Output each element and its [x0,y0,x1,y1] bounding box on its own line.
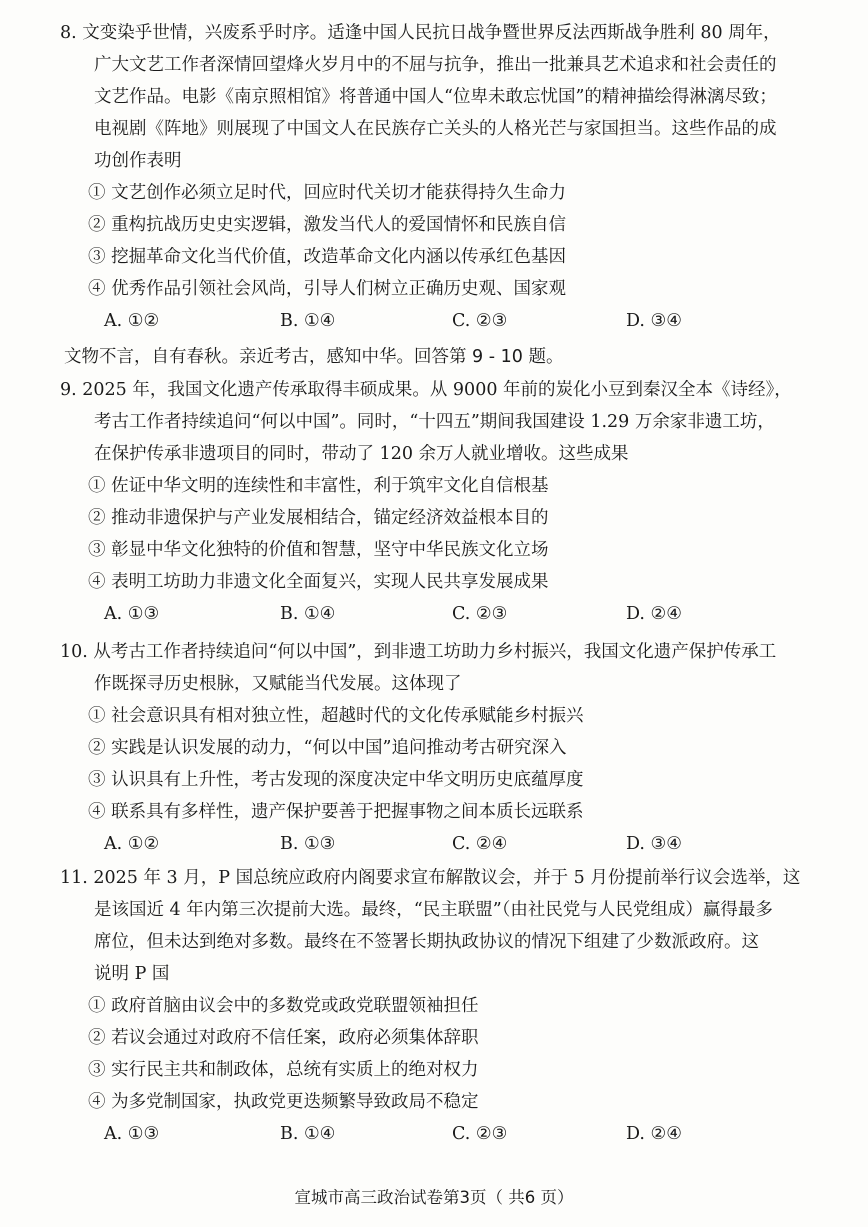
stem-line: 8. 文变染乎世情，兴废系乎时序。适逢中国人民抗日战争暨世界反法西斯战争胜利 80 周年， [60,23,781,43]
choice-b: B. ①③ [280,834,336,854]
statement-option: ③ 实行民主共和制政体，总统有实质上的绝对权力 [88,1060,479,1080]
stem-line: 文艺作品。电影《南京照相馆》将普通中国人“位卑未敢忘忧国”的精神描绘得淋漓尽致； [94,87,777,107]
choice-a: A. ①② [104,834,160,854]
stem-line: 广大文艺工作者深情回望烽火岁月中的不屈与抗争，推出一批兼具艺术追求和社会责任的 [94,55,777,75]
statement-option: ① 社会意识具有相对独立性，超越时代的文化传承赋能乡村振兴 [88,706,584,726]
choice-c: C. ②③ [452,604,508,624]
statement-option: ④ 优秀作品引领社会风尚，引导人们树立正确历史观、国家观 [88,279,567,299]
statement-option: ① 政府首脑由议会中的多数党或政党联盟领袖担任 [88,996,479,1016]
choice-b: B. ①④ [280,311,336,331]
statement-option: ③ 认识具有上升性，考古发现的深度决定中华文明历史底蕴厚度 [88,770,584,790]
question-11 [60,862,850,1150]
statement-option: ④ 表明工坊助力非遗文化全面复兴，实现人民共享发展成果 [88,572,549,592]
choice-b: B. ①④ [280,604,336,624]
choice-c: C. ②③ [452,1124,508,1144]
answer-choices [60,828,850,860]
choice-d: D. ②④ [626,1124,682,1144]
question-10-stem [60,636,850,700]
stem-line: 作既探寻历史根脉，又赋能当代发展。这体现了 [94,674,462,694]
stem-line: 席位，但未达到绝对多数。最终在不签署长期执政协议的情况下组建了少数派政府。这 [94,932,759,952]
page-footer: 宣城市高三政治试卷第3页（ 共6 页） [294,1188,574,1207]
statement-option: ④ 联系具有多样性，遗产保护要善于把握事物之间本质长远联系 [88,802,584,822]
statement-option: ② 实践是认识发展的动力，“何以中国”追问推动考古研究深入 [88,738,567,758]
stem-line: 说明 P 国 [94,964,170,984]
stem-line: 在保护传承非遗项目的同时，带动了 120 余万人就业增收。这些成果 [94,444,629,464]
material-intro: 文物不言，自有春秋。亲近考古，感知中华。回答第 9 - 10 题。 [64,347,564,367]
statement-option: ③ 挖掘革命文化当代价值，改造革命文化内涵以传承红色基因 [88,247,567,267]
statement-option: ③ 彰显中华文化独特的价值和智慧，坚守中华民族文化立场 [88,540,549,560]
question-9-stem [60,374,850,470]
statement-option: ① 文艺创作必须立足时代，回应时代关切才能获得持久生命力 [88,183,567,203]
question-8 [60,17,850,337]
question-9 [60,374,850,630]
statement-option: ② 重构抗战历史史实逻辑，激发当代人的爱国情怀和民族自信 [88,215,567,235]
answer-choices [60,598,850,630]
choice-d: D. ③④ [626,834,682,854]
choice-c: C. ②③ [452,311,508,331]
question-8-stem [60,17,850,177]
statement-option: ① 佐证中华文明的连续性和丰富性，利于筑牢文化自信根基 [88,476,549,496]
stem-line: 电视剧《阵地》则展现了中国文人在民族存亡关头的人格光芒与家国担当。这些作品的成 [94,119,777,139]
statement-option: ② 若议会通过对政府不信任案，政府必须集体辞职 [88,1028,479,1048]
statement-option: ② 推动非遗保护与产业发展相结合，锚定经济效益根本目的 [88,508,549,528]
stem-line: 10. 从考古工作者持续追问“何以中国”，到非遗工坊助力乡村振兴，我国文化遗产保护传承工 [60,642,777,662]
choice-c: C. ②④ [452,834,508,854]
stem-line: 功创作表明 [94,151,182,171]
choice-d: D. ②④ [626,604,682,624]
question-10 [60,636,850,860]
choice-a: A. ①③ [104,1124,160,1144]
stem-line: 9. 2025 年，我国文化遗产传承取得丰硕成果。从 9000 年前的炭化小豆到秦汉全本《诗经》， [60,380,792,400]
choice-a: A. ①③ [104,604,160,624]
statement-option: ④ 为多党制国家，执政党更迭频繁导致政局不稳定 [88,1092,479,1112]
stem-line: 是该国近 4 年内第三次提前大选。最终，“民主联盟”（由社民党与人民党组成）赢得最多 [94,900,773,920]
question-11-stem [60,862,850,990]
answer-choices [60,305,850,337]
stem-line: 考古工作者持续追问“何以中国”。同时，“十四五”期间我国建设 1.29 万余家非遗工坊， [94,412,775,432]
stem-line: 11. 2025 年 3 月，P 国总统应政府内阁要求宣布解散议会，并于 5 月份提前举行议会选举，这 [60,868,801,888]
choice-a: A. ①② [104,311,160,331]
answer-choices [60,1118,850,1150]
choice-b: B. ①④ [280,1124,336,1144]
choice-d: D. ③④ [626,311,682,331]
